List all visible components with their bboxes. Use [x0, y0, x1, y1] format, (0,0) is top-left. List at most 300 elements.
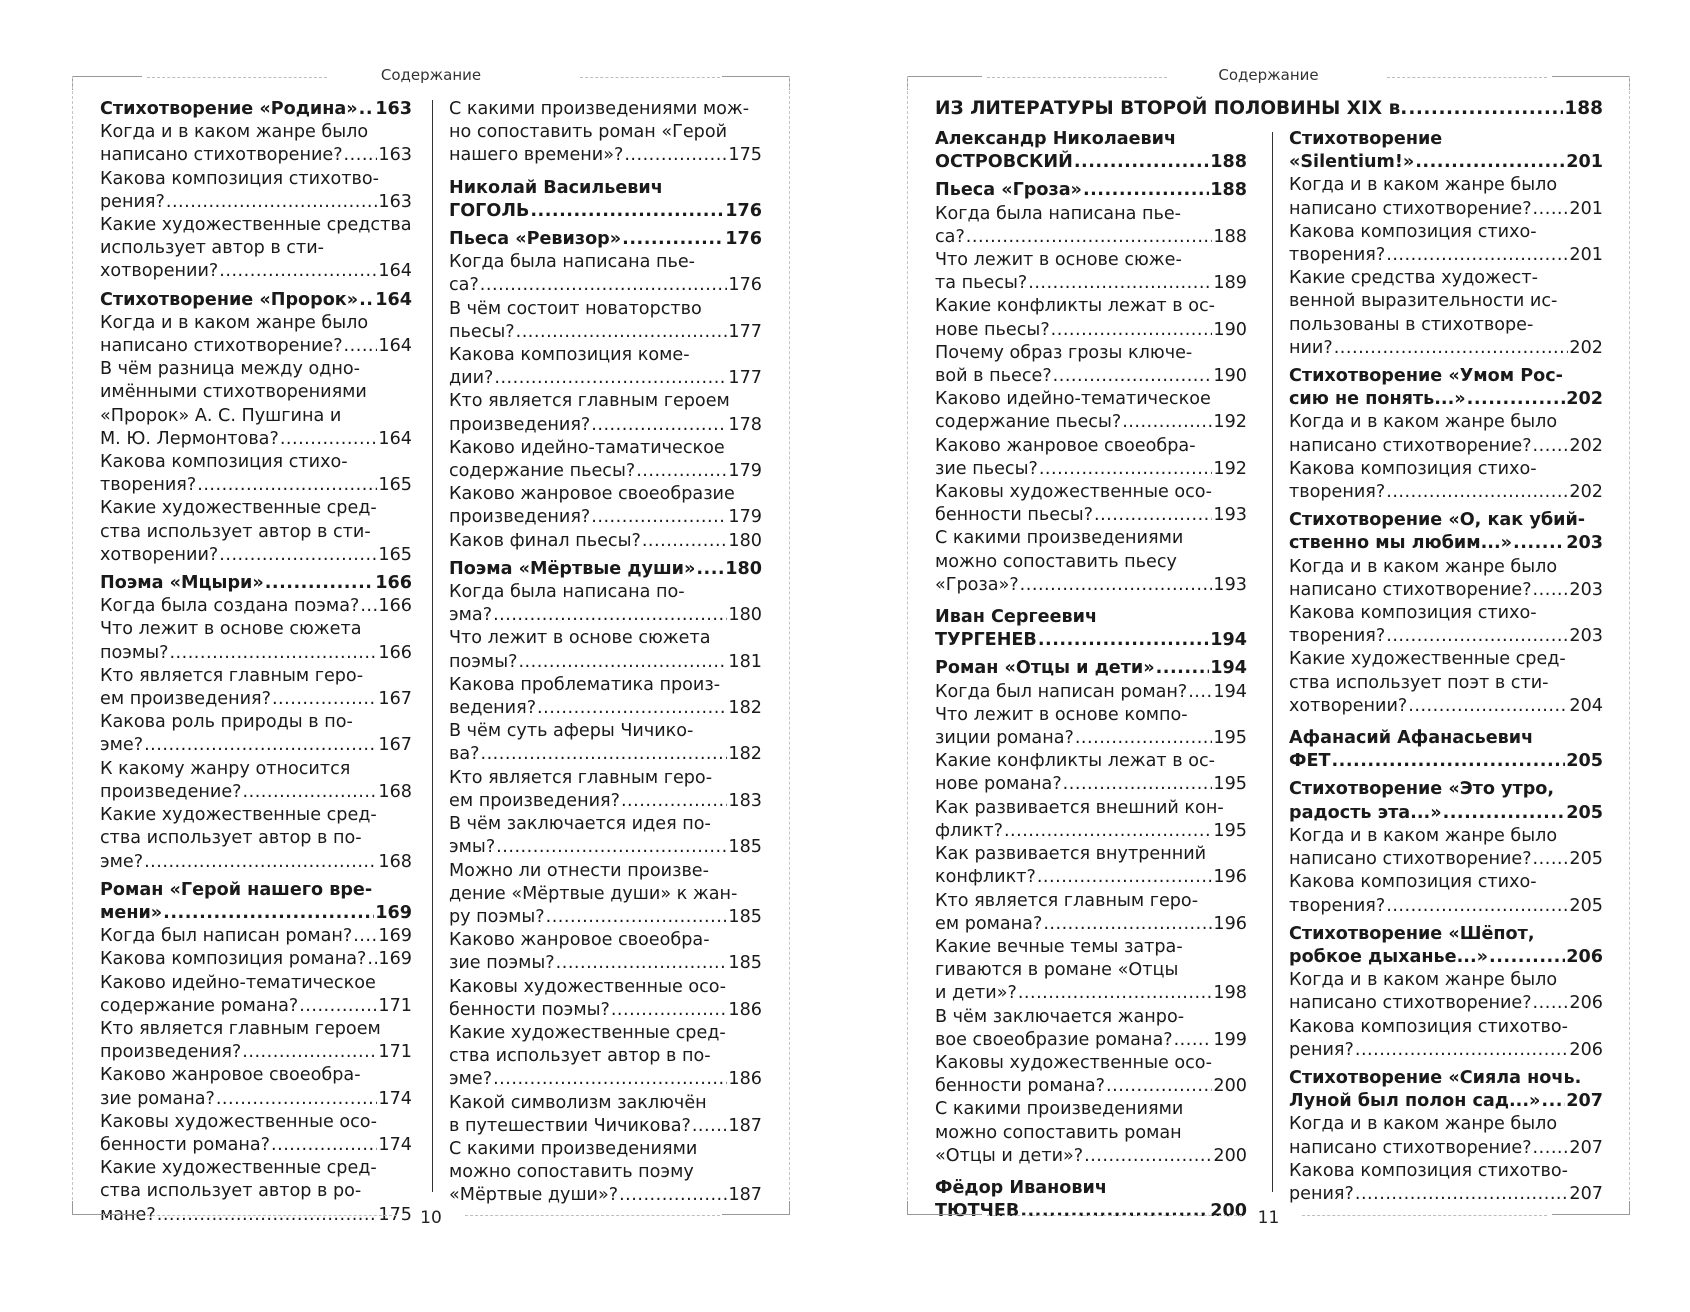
- toc-entry: [935, 797, 1247, 843]
- toc-entry-text: Какие вечные темы затра-: [935, 936, 1183, 957]
- toc-entry: [935, 295, 1247, 341]
- toc-heading-entry: [100, 98, 412, 121]
- toc-entry-text: можно сопоставить поэму: [449, 1162, 694, 1183]
- dot-leader: [591, 414, 727, 437]
- toc-page-number: 185: [728, 953, 762, 974]
- toc-entry-text: фликт?: [935, 820, 1003, 841]
- toc-entry-text: Роман «Отцы и дети»: [935, 658, 1155, 679]
- toc-entry-text: Когда и в каком жанре было: [1289, 970, 1558, 991]
- toc-page-number: 164: [378, 336, 412, 357]
- toc-entry-text: Каковы художественные осо-: [449, 976, 726, 997]
- toc-entry-text: Когда и в каком жанре было: [1289, 825, 1558, 846]
- toc-page-number: 205: [1569, 895, 1603, 916]
- toc-page-number: 202: [1569, 337, 1603, 358]
- toc-page-number: 204: [1569, 695, 1603, 716]
- toc-entry: [449, 1138, 762, 1208]
- toc-page-number: 164: [378, 261, 412, 282]
- toc-entry: [1289, 267, 1603, 360]
- toc-entry-text: ства использует автор в по-: [449, 1046, 711, 1067]
- dot-leader: [1533, 848, 1569, 871]
- toc-entry-text: Когда и в каком жанре было: [1289, 1114, 1558, 1135]
- toc-entry-text: Иван Сергеевич: [935, 607, 1098, 628]
- toc-entry-text: Когда была создана поэма?: [100, 596, 360, 617]
- dot-leader: [1063, 773, 1213, 796]
- toc-entry: [449, 251, 762, 297]
- toc-heading-entry: [935, 657, 1247, 680]
- dot-leader: [353, 925, 377, 948]
- dot-leader: [1533, 579, 1569, 602]
- dot-leader: [966, 226, 1213, 249]
- toc-entry-text: Николай Васильевич: [449, 177, 663, 198]
- dot-leader: [1408, 695, 1568, 718]
- toc-entry-text: в путешествии Чичикова?: [449, 1115, 691, 1136]
- toc-page-number: 206: [1566, 946, 1603, 967]
- toc-entry: [449, 1022, 762, 1092]
- toc-page-number: 200: [1213, 1076, 1247, 1097]
- toc-entry-text: произведение?: [100, 781, 242, 802]
- toc-entry: [100, 1111, 412, 1157]
- dot-leader: [1541, 1090, 1565, 1113]
- toc-page-number: 190: [1213, 366, 1247, 387]
- dot-leader: [1028, 272, 1212, 295]
- dot-leader: [344, 144, 378, 167]
- toc-entry-text: дение «Мёртвые души» к жан-: [449, 883, 738, 904]
- dot-leader: [642, 530, 728, 553]
- toc-page-number: 163: [378, 191, 412, 212]
- toc-entry: [449, 581, 762, 627]
- toc-entry-text: Пьеса «Ревизор»: [449, 229, 622, 250]
- dot-leader: [197, 474, 377, 497]
- dot-leader: [696, 558, 724, 581]
- toc-entry-text: Роман «Герой нашего вре-: [100, 879, 373, 900]
- toc-page-number: 194: [1210, 630, 1247, 651]
- toc-entry-text: Когда и в каком жанре было: [1289, 412, 1558, 433]
- toc-entry-text: Пьеса «Гроза»: [935, 180, 1082, 201]
- toc-entry: [935, 1052, 1247, 1098]
- toc-entry: [100, 711, 412, 757]
- toc-entry: [100, 618, 412, 664]
- toc-entry-text: Стихотворение «Умом Рос-: [1289, 366, 1563, 387]
- dot-leader: [1386, 625, 1568, 648]
- toc-entry-text: ства использует автор в по-: [100, 828, 362, 849]
- toc-entry-text: Каково жанровое своеобразие: [449, 484, 735, 505]
- toc-entry-text: Какие конфликты лежат в ос-: [935, 296, 1216, 317]
- toc-entry-text: пользованы в стихотворе-: [1289, 314, 1534, 335]
- toc-entry-text: конфликт?: [935, 867, 1036, 888]
- toc-entry-text: ва?: [449, 744, 480, 765]
- toc-entry-text: Какие средства художест-: [1289, 268, 1538, 289]
- dot-leader: [1533, 198, 1569, 221]
- toc-entry-text: бенности романа?: [935, 1076, 1106, 1097]
- dot-leader: [360, 595, 377, 618]
- toc-entry-text: зиции романа?: [935, 728, 1074, 749]
- toc-page-number: 201: [1566, 152, 1603, 173]
- toc-entry-text: рения?: [1289, 1039, 1354, 1060]
- toc-entry-text: Как развивается внутренний: [935, 844, 1207, 865]
- toc-entry-text: написано стихотворение?: [1289, 435, 1532, 456]
- toc-heading-entry: [100, 879, 412, 925]
- dot-leader: [242, 1041, 377, 1064]
- dot-leader: [1018, 982, 1213, 1005]
- toc-entry-text: бенности пьесы?: [935, 505, 1093, 526]
- toc-entry-text: Какова композиция стихо-: [1289, 458, 1537, 479]
- toc-column-1: [100, 98, 412, 1227]
- toc-page-number: 199: [1213, 1029, 1247, 1050]
- toc-entry-text: творения?: [1289, 895, 1386, 916]
- toc-page-number: 205: [1566, 802, 1603, 823]
- dot-leader: [1188, 681, 1212, 704]
- toc-entry: [1289, 411, 1603, 457]
- toc-entry: [100, 665, 412, 711]
- toc-entry-text: рения?: [100, 191, 165, 212]
- dot-leader: [494, 367, 727, 390]
- toc-entry: [1289, 1113, 1603, 1159]
- toc-entry: [935, 681, 1247, 704]
- toc-entry-text: творения?: [1289, 482, 1386, 503]
- toc-page-number: 188: [1213, 226, 1247, 247]
- toc-heading-entry: [1289, 778, 1603, 824]
- toc-entry-text: бенности романа?: [100, 1134, 271, 1155]
- toc-entry-text: мени»: [100, 902, 163, 923]
- dot-leader: [1094, 504, 1212, 527]
- toc-column-2: [449, 98, 762, 1208]
- toc-entry-text: творения?: [100, 475, 197, 496]
- toc-page-number: 165: [378, 544, 412, 565]
- toc-entry-text: можно сопоставить роман: [935, 1122, 1182, 1143]
- toc-entry: [1289, 556, 1603, 602]
- toc-entry: [1289, 221, 1603, 267]
- toc-entry-text: написано стихотворение?: [100, 336, 343, 357]
- dot-leader: [1533, 435, 1569, 458]
- toc-author-entry: [935, 128, 1247, 174]
- toc-page-number: 202: [1569, 435, 1603, 456]
- toc-column-4: [1289, 128, 1603, 1206]
- dot-leader: [299, 995, 377, 1018]
- toc-entry: [1289, 825, 1603, 871]
- toc-entry: [100, 948, 412, 971]
- toc-entry-text: мане?: [100, 1204, 156, 1225]
- toc-entry-text: ем романа?: [935, 913, 1043, 934]
- toc-page-number: 171: [378, 995, 412, 1016]
- toc-entry: [100, 451, 412, 497]
- dot-leader: [496, 836, 727, 859]
- dot-leader: [219, 544, 377, 567]
- toc-entry-text: Когда и в каком жанре было: [1289, 175, 1558, 196]
- toc-entry-text: зие поэмы?: [449, 953, 555, 974]
- toc-entry: [935, 527, 1247, 597]
- toc-entry-text: нове романа?: [935, 774, 1062, 795]
- toc-page-number: 185: [728, 906, 762, 927]
- toc-page-number: 193: [1213, 505, 1247, 526]
- toc-page-number: 188: [1210, 152, 1247, 173]
- toc-entry-text: Каков финал пьесы?: [449, 530, 641, 551]
- toc-heading-entry: [100, 572, 412, 595]
- toc-page-number: 192: [1213, 412, 1247, 433]
- toc-entry-text: ства использует автор в ро-: [100, 1181, 362, 1202]
- toc-entry-text: вое своеобразие романа?: [935, 1029, 1173, 1050]
- toc-entry-text: нашего времени»?: [449, 145, 624, 166]
- dot-leader: [1513, 532, 1565, 555]
- toc-page-number: 200: [1213, 1145, 1247, 1166]
- toc-entry-text: Луной был полон сад...»: [1289, 1091, 1541, 1112]
- toc-entry: [449, 860, 762, 930]
- page-number: 11: [1257, 1208, 1280, 1228]
- toc-entry: [449, 1092, 762, 1138]
- toc-entry-text: Какие художественные сред-: [100, 1158, 377, 1179]
- toc-page-number: 202: [1569, 482, 1603, 503]
- toc-entry-text: творения?: [1289, 626, 1386, 647]
- dot-leader: [367, 948, 377, 971]
- toc-page-number: 167: [378, 689, 412, 710]
- dot-leader: [1355, 1039, 1569, 1062]
- toc-entry: [1289, 174, 1603, 220]
- running-header: Содержание: [1218, 66, 1319, 84]
- toc-author-entry: [449, 177, 762, 223]
- toc-page-number: 180: [725, 558, 762, 579]
- toc-entry-text: Каково жанровое своеобра-: [449, 930, 710, 951]
- toc-entry-text: Что лежит в основе сюжета: [100, 619, 362, 640]
- dot-leader: [1039, 458, 1213, 481]
- toc-page-number: 201: [1569, 198, 1603, 219]
- dot-leader: [169, 642, 377, 665]
- toc-page-number: 188: [1210, 180, 1247, 201]
- toc-entry-text: эме?: [100, 735, 144, 756]
- toc-page-number: 185: [728, 837, 762, 858]
- toc-page-number: 200: [1210, 1201, 1247, 1222]
- toc-heading-entry: [1289, 365, 1603, 411]
- toc-entry-text: венной выразительности ис-: [1289, 291, 1558, 312]
- toc-page-number: 182: [728, 744, 762, 765]
- toc-entry: [935, 750, 1247, 796]
- toc-entry-text: творения?: [1289, 245, 1386, 266]
- toc-entry: [100, 168, 412, 214]
- toc-entry-text: са?: [935, 226, 965, 247]
- toc-entry-text: Стихотворение: [1289, 129, 1443, 149]
- toc-entry-text: С какими произведениями: [935, 528, 1184, 549]
- dot-leader: [1489, 946, 1565, 969]
- toc-page-number: 195: [1213, 774, 1247, 795]
- toc-entry: [100, 214, 412, 284]
- toc-page-number: 205: [1566, 751, 1603, 772]
- toc-entry-text: написано стихотворение?: [100, 145, 343, 166]
- left-page: [72, 66, 790, 1240]
- toc-entry-text: Стихотворение «Шёпот,: [1289, 923, 1535, 944]
- toc-entry-text: Когда была написана пье-: [449, 252, 695, 273]
- toc-entry-text: ТУРГЕНЕВ: [935, 630, 1037, 651]
- toc-entry-text: ственно мы любим...»: [1289, 533, 1513, 554]
- dot-leader: [1075, 727, 1213, 750]
- toc-entry-text: написано стихотворение?: [1289, 993, 1532, 1014]
- dot-leader: [265, 572, 375, 595]
- toc-entry-text: Какова композиция стихо-: [1289, 603, 1537, 624]
- toc-entry-text: поэмы?: [449, 651, 518, 672]
- toc-heading-entry: [449, 228, 762, 251]
- toc-page-number: 205: [1569, 849, 1603, 870]
- toc-page-number: 167: [378, 735, 412, 756]
- dot-leader: [219, 260, 377, 283]
- toc-entry-text: имёнными стихотворениями: [100, 382, 367, 403]
- toc-page-number: 166: [375, 573, 412, 594]
- toc-entry-text: Поэма «Мцыри»: [100, 573, 264, 594]
- toc-entry: [449, 720, 762, 766]
- toc-entry-text: Когда была написана пье-: [935, 203, 1181, 224]
- toc-entry-text: Кто является главным героем: [100, 1018, 381, 1039]
- toc-page-number: 207: [1566, 1091, 1603, 1112]
- toc-page-number: 164: [378, 428, 412, 449]
- toc-page-number: 164: [375, 289, 412, 310]
- dot-leader: [1051, 319, 1213, 342]
- toc-heading-entry: [1289, 509, 1603, 555]
- toc-author-entry: [935, 606, 1247, 652]
- dot-leader: [537, 697, 727, 720]
- toc-entry-text: хотворении?: [1289, 695, 1408, 716]
- toc-entry-text: эмы?: [449, 837, 496, 858]
- dot-leader: [493, 604, 727, 627]
- toc-entry-text: Кто является главным геро-: [935, 890, 1199, 911]
- toc-entry-text: содержание пьесы?: [935, 412, 1122, 433]
- toc-entry-text: «Мёртвые души»?: [449, 1185, 619, 1206]
- toc-heading-entry: [1289, 1067, 1603, 1113]
- toc-page-number: 163: [378, 145, 412, 166]
- toc-page-number: 180: [728, 530, 762, 551]
- toc-entry: [1289, 648, 1603, 718]
- toc-page-number: 195: [1213, 820, 1247, 841]
- toc-page-number: 174: [378, 1134, 412, 1155]
- toc-entry-text: са?: [449, 275, 479, 296]
- toc-heading-entry: [100, 289, 412, 312]
- dot-leader: [1122, 411, 1212, 434]
- dot-leader: [166, 191, 378, 214]
- toc-entry-text: Почему образ грозы ключе-: [935, 342, 1193, 363]
- toc-entry: [1289, 969, 1603, 1015]
- toc-entry-text: сию не понять...»: [1289, 389, 1466, 410]
- dot-leader: [518, 651, 727, 674]
- dot-leader: [480, 274, 728, 297]
- toc-entry-text: эме?: [449, 1069, 493, 1090]
- toc-entry-text: ем произведения?: [100, 689, 271, 710]
- dot-leader: [1043, 913, 1212, 936]
- toc-entry-text: нии?: [1289, 337, 1333, 358]
- toc-entry-text: произведения?: [449, 507, 591, 528]
- dot-leader: [611, 999, 728, 1022]
- toc-entry-text: Каковы художественные осо-: [935, 482, 1212, 503]
- toc-page-number: 194: [1213, 681, 1247, 702]
- column-divider: [432, 100, 433, 1192]
- toc-entry-text: Когда и в каком жанре было: [100, 312, 369, 333]
- toc-entry: [935, 704, 1247, 750]
- toc-entry-text: Когда была написана по-: [449, 582, 685, 603]
- toc-entry: [449, 344, 762, 390]
- dot-leader: [280, 428, 378, 451]
- toc-entry: [449, 530, 762, 553]
- toc-entry-text: произведения?: [449, 414, 591, 435]
- toc-entry-text: С какими произведениями мож-: [449, 99, 750, 119]
- dot-leader: [1053, 365, 1213, 388]
- toc-page-number: 166: [378, 596, 412, 617]
- toc-entry-text: Когда и в каком жанре было: [100, 122, 369, 143]
- toc-entry-text: Какие художественные сред-: [1289, 649, 1566, 670]
- toc-page-number: 165: [378, 475, 412, 496]
- dot-leader: [144, 734, 377, 757]
- toc-entry-text: Какова композиция стихотво-: [1289, 1016, 1568, 1037]
- toc-entry-text: нове пьесы?: [935, 319, 1050, 340]
- toc-entry-text: вой в пьесе?: [935, 366, 1052, 387]
- toc-heading-entry: [935, 179, 1247, 202]
- toc-entry-text: пьесы?: [449, 321, 515, 342]
- dot-leader: [272, 688, 377, 711]
- dot-leader: [1386, 481, 1568, 504]
- toc-entry-text: Каково идейно-тематическое: [935, 389, 1211, 410]
- toc-entry-text: М. Ю. Лермонтова?: [100, 428, 279, 449]
- toc-entry-text: Каково жанровое своеобра-: [100, 1065, 361, 1086]
- toc-page-number: 175: [728, 145, 762, 166]
- toc-entry-text: эма?: [449, 605, 493, 626]
- dot-leader: [493, 1068, 727, 1091]
- toc-page-number: 202: [1566, 389, 1603, 410]
- toc-entry-text: ведения?: [449, 698, 537, 719]
- toc-page-number: 203: [1569, 626, 1603, 647]
- toc-entry: [935, 936, 1247, 1006]
- toc-entry: [449, 627, 762, 673]
- toc-entry-text: Кто является главным героем: [449, 391, 730, 412]
- dot-leader: [271, 1134, 377, 1157]
- toc-entry-text: С какими произведениями: [935, 1099, 1184, 1120]
- toc-page-number: 206: [1569, 993, 1603, 1014]
- toc-entry-text: гиваются в романе «Отцы: [935, 960, 1179, 981]
- toc-entry-text: Афанасий Афанасьевич: [1289, 728, 1534, 749]
- toc-page-number: 171: [378, 1042, 412, 1063]
- toc-entry-text: Кто является главным геро-: [100, 665, 364, 686]
- toc-entry-text: В чём состоит новаторство: [449, 298, 702, 319]
- dot-leader: [1533, 992, 1569, 1015]
- dot-leader: [144, 851, 377, 874]
- dot-leader: [1004, 820, 1212, 843]
- toc-entry: [449, 483, 762, 529]
- toc-entry: [935, 481, 1247, 527]
- toc-entry: [935, 203, 1247, 249]
- toc-page-number: 186: [728, 1069, 762, 1090]
- toc-entry-text: содержание пьесы?: [449, 461, 636, 482]
- toc-page-number: 183: [728, 790, 762, 811]
- toc-entry-text: и дети»?: [935, 983, 1017, 1004]
- toc-entry: [100, 121, 412, 167]
- toc-entry-text: радость эта...»: [1289, 802, 1442, 823]
- toc-entry: [449, 674, 762, 720]
- dot-leader: [624, 144, 727, 167]
- toc-entry: [100, 804, 412, 874]
- toc-entry-text: Какие художественные сред-: [100, 498, 377, 519]
- section-title: ИЗ ЛИТЕРАТУРЫ ВТОРОЙ ПОЛОВИНЫ XIX в. ..... 188: [935, 96, 1603, 122]
- toc-entry-text: можно сопоставить пьесу: [935, 551, 1177, 572]
- toc-entry-text: зие пьесы?: [935, 458, 1038, 479]
- toc-entry: [100, 758, 412, 804]
- toc-entry-text: поэмы?: [100, 642, 169, 663]
- toc-heading-entry: [1289, 128, 1603, 174]
- toc-page-number: 177: [728, 321, 762, 342]
- toc-entry: [1289, 871, 1603, 917]
- dot-leader: [481, 743, 728, 766]
- toc-entry-text: Какие художественные средства: [100, 215, 412, 236]
- dot-leader: [591, 506, 727, 529]
- toc-entry: [935, 843, 1247, 889]
- toc-entry-text: Какие художественные сред-: [100, 805, 377, 826]
- dot-leader: [556, 952, 728, 975]
- dot-leader: [516, 321, 728, 344]
- toc-entry-text: ОСТРОВСКИЙ: [935, 152, 1073, 173]
- dot-leader: [1415, 151, 1565, 174]
- toc-entry: [449, 813, 762, 859]
- toc-page-number: 181: [728, 651, 762, 672]
